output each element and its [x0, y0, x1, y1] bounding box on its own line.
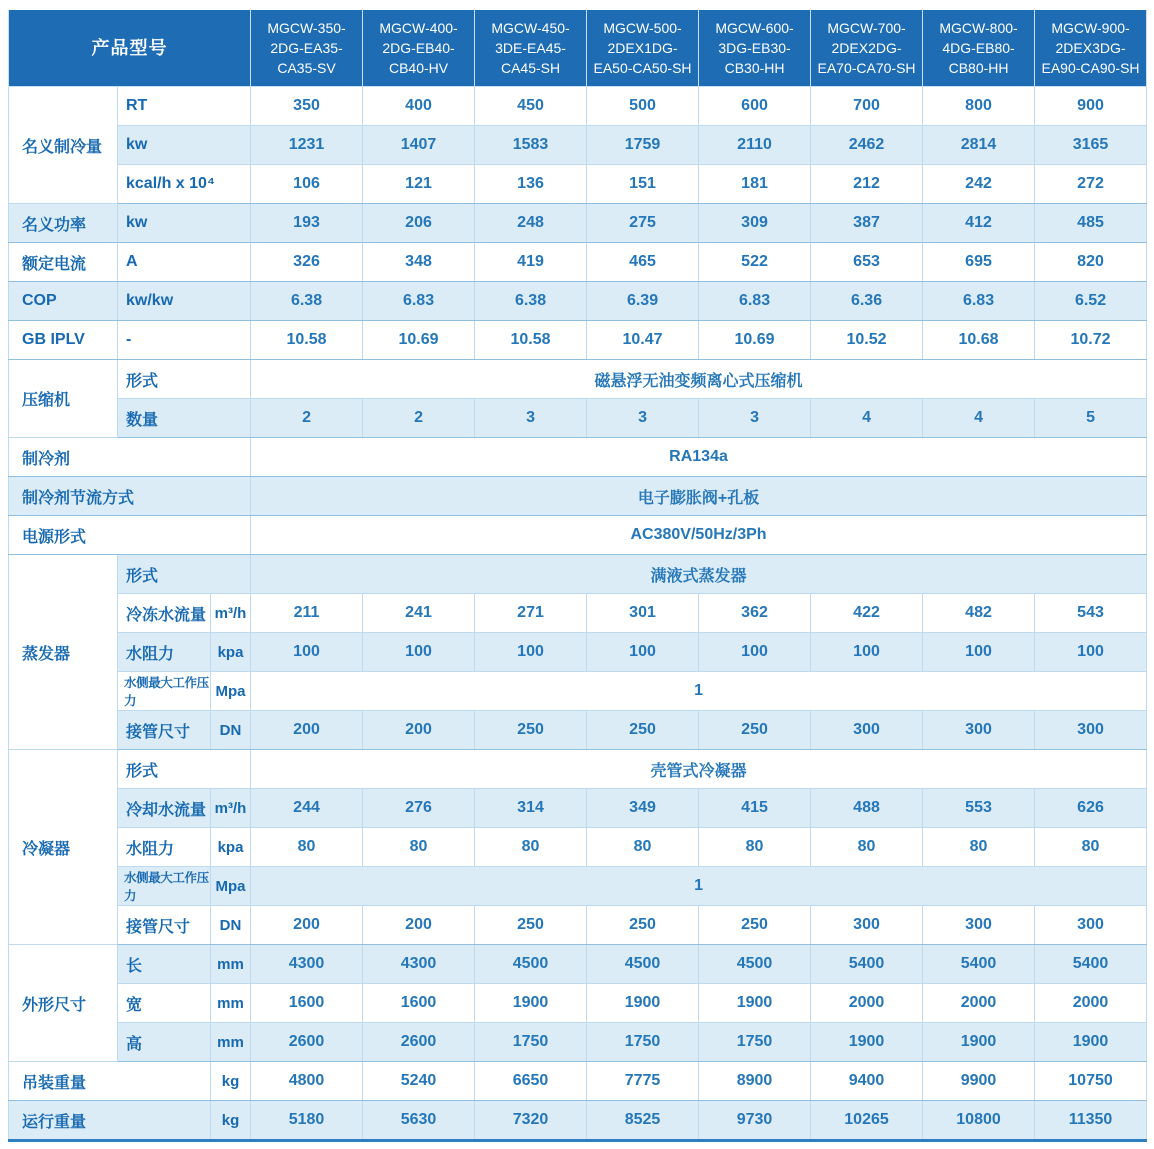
spec-value-cell: 5240	[363, 1062, 475, 1101]
spec-value-cell: 1600	[251, 984, 363, 1023]
spec-value-cell: 543	[1035, 594, 1147, 633]
spec-value-cell: 10.68	[923, 321, 1035, 360]
spec-value-cell: 300	[811, 906, 923, 945]
row-label: kw	[118, 204, 251, 243]
spec-value-cell: 6.36	[811, 282, 923, 321]
row-label: 高	[118, 1023, 211, 1062]
spec-value-cell: 9400	[811, 1062, 923, 1101]
section-value-cell: 电子膨胀阀+孔板	[251, 477, 1147, 516]
spec-value-cell: 200	[363, 711, 475, 750]
category-cell: GB IPLV	[9, 321, 118, 360]
spec-value-cell: 80	[811, 828, 923, 867]
category-cell: 名义制冷量	[9, 87, 118, 204]
spec-value-cell: 106	[251, 165, 363, 204]
spec-value-cell: 206	[363, 204, 475, 243]
spec-value-cell: 4500	[699, 945, 811, 984]
spec-value-cell: 4500	[587, 945, 699, 984]
spec-value-cell: 1900	[587, 984, 699, 1023]
category-cell: 电源形式	[9, 516, 251, 555]
spec-value-cell: 275	[587, 204, 699, 243]
spec-value-cell: 309	[699, 204, 811, 243]
spec-value-cell: 100	[363, 633, 475, 672]
unit-cell: kg	[211, 1062, 251, 1101]
spec-value-cell: 80	[699, 828, 811, 867]
spec-value-cell: 349	[587, 789, 699, 828]
row-compressor-qty	[9, 399, 1147, 438]
spec-value-cell: 151	[587, 165, 699, 204]
row-label: 数量	[118, 399, 251, 438]
spec-value-cell: 1750	[587, 1023, 699, 1062]
spec-value-cell: 1759	[587, 126, 699, 165]
spec-value-cell: 80	[1035, 828, 1147, 867]
spec-value-cell: 300	[923, 711, 1035, 750]
row-label: RT	[118, 87, 251, 126]
unit-cell: kpa	[211, 828, 251, 867]
unit-cell: Mpa	[211, 672, 251, 711]
spec-value-cell: 10.47	[587, 321, 699, 360]
spec-value-cell: 6.83	[923, 282, 1035, 321]
spec-value-cell: 626	[1035, 789, 1147, 828]
spec-value-cell: 5400	[811, 945, 923, 984]
spec-value-cell: 326	[251, 243, 363, 282]
spec-value-cell: 3	[475, 399, 587, 438]
spec-value-cell: 2	[251, 399, 363, 438]
row-running-weight	[9, 1101, 1147, 1141]
category-cell: 运行重量	[9, 1101, 211, 1141]
spec-value-cell: 200	[251, 906, 363, 945]
category-cell: COP	[9, 282, 118, 321]
spec-value-cell: 250	[475, 711, 587, 750]
category-cell: 名义功率	[9, 204, 118, 243]
spec-value-cell: 6650	[475, 1062, 587, 1101]
spec-value-cell: 4800	[251, 1062, 363, 1101]
spec-value-cell: 3	[587, 399, 699, 438]
spec-value-cell: 244	[251, 789, 363, 828]
row-gb-iplv	[9, 321, 1147, 360]
spec-value-cell: 6.39	[587, 282, 699, 321]
spec-value-cell: 100	[699, 633, 811, 672]
spec-value-cell: 4300	[363, 945, 475, 984]
row-label: 冷却水流量	[118, 789, 211, 828]
spec-value-cell: 136	[475, 165, 587, 204]
spec-value-cell: 600	[699, 87, 811, 126]
spec-value-cell: 412	[923, 204, 1035, 243]
model-header: MGCW-500-2DEX1DG-EA50-CA50-SH	[587, 10, 699, 87]
section-value-cell: 壳管式冷凝器	[251, 750, 1147, 789]
row-lifting-weight	[9, 1062, 1147, 1101]
spec-value-cell: 422	[811, 594, 923, 633]
row-label: 冷冻水流量	[118, 594, 211, 633]
spec-value-cell: 100	[811, 633, 923, 672]
row-evap-pipe	[9, 711, 1147, 750]
row-label: 水侧最大工作压力	[118, 672, 211, 711]
spec-value-cell: 1900	[1035, 1023, 1147, 1062]
spec-value-cell: 6.38	[475, 282, 587, 321]
spec-value-cell: 276	[363, 789, 475, 828]
spec-value-cell: 212	[811, 165, 923, 204]
row-label: A	[118, 243, 251, 282]
spec-value-cell: 5400	[1035, 945, 1147, 984]
spec-value-cell: 1600	[363, 984, 475, 1023]
row-dim-width	[9, 984, 1147, 1023]
header-row	[9, 10, 1147, 87]
spec-value-cell: 350	[251, 87, 363, 126]
spec-value-cell: 11350	[1035, 1101, 1147, 1141]
spec-value-cell: 8525	[587, 1101, 699, 1141]
unit-cell: kpa	[211, 633, 251, 672]
spec-value-cell: 211	[251, 594, 363, 633]
spec-value-cell: 193	[251, 204, 363, 243]
row-cop	[9, 282, 1147, 321]
spec-value-cell: 100	[923, 633, 1035, 672]
spec-value-cell: 100	[587, 633, 699, 672]
spec-value-cell: 522	[699, 243, 811, 282]
spec-value-cell: 1900	[923, 1023, 1035, 1062]
row-label: 形式	[118, 555, 251, 594]
row-cond-resistance	[9, 828, 1147, 867]
spec-value-cell: 5630	[363, 1101, 475, 1141]
spec-value-cell: 181	[699, 165, 811, 204]
spec-value-cell: 10.52	[811, 321, 923, 360]
row-rated-current	[9, 243, 1147, 282]
model-header: MGCW-350-2DG-EA35-CA35-SV	[251, 10, 363, 87]
spec-value-cell: 2600	[251, 1023, 363, 1062]
spec-value-cell: 9900	[923, 1062, 1035, 1101]
section-value-cell: 1	[251, 672, 1147, 711]
unit-cell: m³/h	[211, 594, 251, 633]
spec-value-cell: 250	[587, 711, 699, 750]
category-cell: 制冷剂节流方式	[9, 477, 251, 516]
spec-value-cell: 80	[363, 828, 475, 867]
spec-value-cell: 348	[363, 243, 475, 282]
spec-value-cell: 80	[923, 828, 1035, 867]
row-refrigerant	[9, 438, 1147, 477]
spec-value-cell: 250	[699, 906, 811, 945]
spec-value-cell: 4300	[251, 945, 363, 984]
spec-value-cell: 1750	[475, 1023, 587, 1062]
spec-value-cell: 900	[1035, 87, 1147, 126]
spec-value-cell: 10.72	[1035, 321, 1147, 360]
spec-value-cell: 7775	[587, 1062, 699, 1101]
spec-value-cell: 241	[363, 594, 475, 633]
spec-value-cell: 362	[699, 594, 811, 633]
unit-cell: mm	[211, 984, 251, 1023]
spec-value-cell: 700	[811, 87, 923, 126]
spec-value-cell: 6.52	[1035, 282, 1147, 321]
category-cell: 冷凝器	[9, 750, 118, 945]
spec-value-cell: 5180	[251, 1101, 363, 1141]
row-label: kw	[118, 126, 251, 165]
spec-value-cell: 1900	[475, 984, 587, 1023]
spec-value-cell: 300	[1035, 906, 1147, 945]
spec-value-cell: 7320	[475, 1101, 587, 1141]
spec-value-cell: 450	[475, 87, 587, 126]
row-cond-max-pressure	[9, 867, 1147, 906]
spec-value-cell: 2600	[363, 1023, 475, 1062]
unit-cell: m³/h	[211, 789, 251, 828]
spec-value-cell: 10750	[1035, 1062, 1147, 1101]
spec-value-cell: 10265	[811, 1101, 923, 1141]
spec-value-cell: 1231	[251, 126, 363, 165]
spec-value-cell: 300	[923, 906, 1035, 945]
spec-value-cell: 482	[923, 594, 1035, 633]
spec-value-cell: 301	[587, 594, 699, 633]
spec-value-cell: 9730	[699, 1101, 811, 1141]
unit-cell: DN	[211, 906, 251, 945]
spec-value-cell: 4	[923, 399, 1035, 438]
section-value-cell: RA134a	[251, 438, 1147, 477]
row-label: kcal/h x 10⁴	[118, 165, 251, 204]
row-label: 形式	[118, 750, 251, 789]
spec-value-cell: 2000	[811, 984, 923, 1023]
spec-value-cell: 465	[587, 243, 699, 282]
spec-value-cell: 100	[1035, 633, 1147, 672]
row-cooling-kw	[9, 126, 1147, 165]
spec-value-cell: 250	[475, 906, 587, 945]
spec-value-cell: 250	[699, 711, 811, 750]
spec-value-cell: 1750	[699, 1023, 811, 1062]
row-label: 水阻力	[118, 828, 211, 867]
category-cell: 吊装重量	[9, 1062, 211, 1101]
row-cooling-rt	[9, 87, 1147, 126]
spec-value-cell: 5400	[923, 945, 1035, 984]
spec-value-cell: 100	[251, 633, 363, 672]
spec-value-cell: 271	[475, 594, 587, 633]
spec-value-cell: 248	[475, 204, 587, 243]
spec-value-cell: 2000	[923, 984, 1035, 1023]
spec-value-cell: 10.58	[251, 321, 363, 360]
section-value-cell: AC380V/50Hz/3Ph	[251, 516, 1147, 555]
row-label: -	[118, 321, 251, 360]
spec-value-cell: 3165	[1035, 126, 1147, 165]
model-header: MGCW-600-3DG-EB30-CB30-HH	[699, 10, 811, 87]
spec-value-cell: 2	[363, 399, 475, 438]
row-compressor-form	[9, 360, 1147, 399]
spec-value-cell: 300	[811, 711, 923, 750]
spec-value-cell: 200	[251, 711, 363, 750]
section-value-cell: 满液式蒸发器	[251, 555, 1147, 594]
spec-value-cell: 10800	[923, 1101, 1035, 1141]
spec-value-cell: 1900	[811, 1023, 923, 1062]
row-label: 长	[118, 945, 211, 984]
row-cond-pipe	[9, 906, 1147, 945]
category-cell: 蒸发器	[9, 555, 118, 750]
category-cell: 压缩机	[9, 360, 118, 438]
spec-value-cell: 80	[475, 828, 587, 867]
row-dim-height	[9, 1023, 1147, 1062]
model-header: MGCW-400-2DG-EB40-CB40-HV	[363, 10, 475, 87]
model-header: MGCW-450-3DE-EA45-CA45-SH	[475, 10, 587, 87]
spec-value-cell: 2000	[1035, 984, 1147, 1023]
spec-value-cell: 8900	[699, 1062, 811, 1101]
row-label: 接管尺寸	[118, 906, 211, 945]
spec-value-cell: 100	[475, 633, 587, 672]
spec-value-cell: 6.83	[363, 282, 475, 321]
spec-value-cell: 10.58	[475, 321, 587, 360]
row-evap-form	[9, 555, 1147, 594]
row-evap-resistance	[9, 633, 1147, 672]
category-cell: 额定电流	[9, 243, 118, 282]
product-spec-table	[8, 10, 1147, 1142]
spec-value-cell: 2462	[811, 126, 923, 165]
unit-cell: mm	[211, 1023, 251, 1062]
spec-value-cell: 500	[587, 87, 699, 126]
spec-value-cell: 4	[811, 399, 923, 438]
row-label: 水阻力	[118, 633, 211, 672]
row-label: 形式	[118, 360, 251, 399]
model-header: MGCW-700-2DEX2DG-EA70-CA70-SH	[811, 10, 923, 87]
spec-value-cell: 553	[923, 789, 1035, 828]
model-header: MGCW-800-4DG-EB80-CB80-HH	[923, 10, 1035, 87]
unit-cell: kg	[211, 1101, 251, 1141]
row-cooling-kcal	[9, 165, 1147, 204]
spec-value-cell: 272	[1035, 165, 1147, 204]
section-value-cell: 磁悬浮无油变频离心式压缩机	[251, 360, 1147, 399]
spec-value-cell: 5	[1035, 399, 1147, 438]
spec-value-cell: 242	[923, 165, 1035, 204]
model-header: MGCW-900-2DEX3DG-EA90-CA90-SH	[1035, 10, 1147, 87]
spec-value-cell: 3	[699, 399, 811, 438]
spec-value-cell: 4500	[475, 945, 587, 984]
row-nominal-power	[9, 204, 1147, 243]
spec-value-cell: 1583	[475, 126, 587, 165]
spec-value-cell: 10.69	[363, 321, 475, 360]
unit-cell: DN	[211, 711, 251, 750]
row-throttle-mode	[9, 477, 1147, 516]
row-power-supply	[9, 516, 1147, 555]
unit-cell: Mpa	[211, 867, 251, 906]
spec-value-cell: 387	[811, 204, 923, 243]
unit-cell: mm	[211, 945, 251, 984]
spec-value-cell: 10.69	[699, 321, 811, 360]
spec-value-cell: 419	[475, 243, 587, 282]
spec-value-cell: 488	[811, 789, 923, 828]
spec-value-cell: 80	[587, 828, 699, 867]
row-label: kw/kw	[118, 282, 251, 321]
spec-value-cell: 400	[363, 87, 475, 126]
spec-value-cell: 6.38	[251, 282, 363, 321]
row-label: 水侧最大工作压力	[118, 867, 211, 906]
spec-value-cell: 314	[475, 789, 587, 828]
spec-value-cell: 2110	[699, 126, 811, 165]
row-label: 宽	[118, 984, 211, 1023]
spec-value-cell: 2814	[923, 126, 1035, 165]
spec-value-cell: 485	[1035, 204, 1147, 243]
spec-value-cell: 820	[1035, 243, 1147, 282]
row-label: 接管尺寸	[118, 711, 211, 750]
row-evap-flow	[9, 594, 1147, 633]
spec-value-cell: 695	[923, 243, 1035, 282]
spec-value-cell: 121	[363, 165, 475, 204]
spec-value-cell: 6.83	[699, 282, 811, 321]
spec-value-cell: 1900	[699, 984, 811, 1023]
spec-value-cell: 200	[363, 906, 475, 945]
row-cond-flow	[9, 789, 1147, 828]
spec-value-cell: 800	[923, 87, 1035, 126]
spec-value-cell: 1407	[363, 126, 475, 165]
category-cell: 外形尺寸	[9, 945, 118, 1062]
row-evap-max-pressure	[9, 672, 1147, 711]
spec-value-cell: 415	[699, 789, 811, 828]
section-value-cell: 1	[251, 867, 1147, 906]
row-cond-form	[9, 750, 1147, 789]
spec-value-cell: 250	[587, 906, 699, 945]
spec-value-cell: 653	[811, 243, 923, 282]
product-model-label: 产品型号	[9, 10, 251, 87]
row-dim-length	[9, 945, 1147, 984]
category-cell: 制冷剂	[9, 438, 251, 477]
spec-value-cell: 80	[251, 828, 363, 867]
spec-value-cell: 300	[1035, 711, 1147, 750]
